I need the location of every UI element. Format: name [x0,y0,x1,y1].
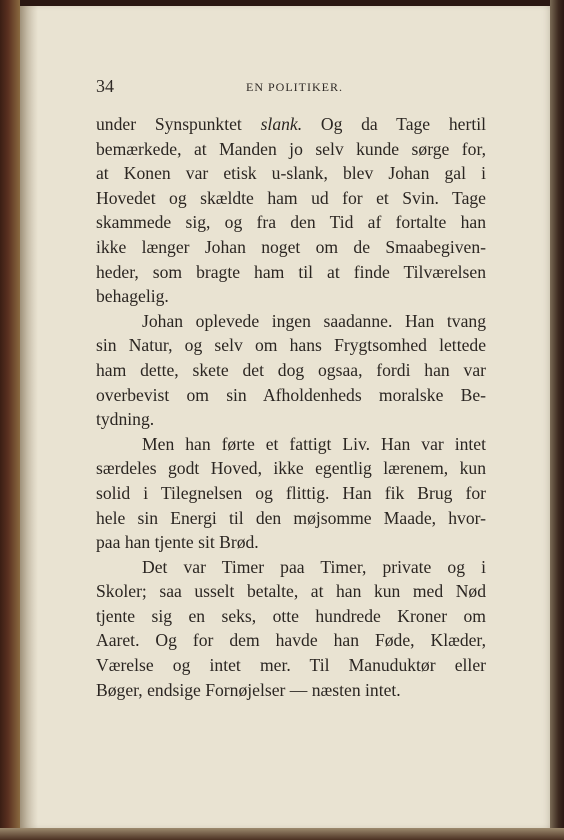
text-line: Værelse og intet mer. Til Manuduktør eller [96,655,486,676]
text-line: Skoler; saa usselt betalte, at han kun med Nød [96,581,486,602]
page-header [96,76,486,100]
book-binding-right [550,0,564,840]
text-segment: Og da Tage hertil [302,114,486,134]
emphasis-word: slank. [260,114,303,134]
running-title: EN POLITIKER. [246,80,343,94]
text-line: solid i Tilegnelsen og flittig. Han fik Brug for [96,482,486,503]
text-line: ham dette, skete det dog ogsaa, fordi han var [96,359,486,380]
body-text [96,112,486,702]
text-segment: under Synspunktet [96,114,261,134]
text-line: sin Natur, og selv om hans Frygtsomhed lettede [96,335,486,356]
text-line: behagelig. [96,286,169,307]
text-line: at Konen var etisk u-slank, blev Johan gal i [96,163,486,184]
text-line: skammede sig, og fra den Tid af fortalte han [96,212,486,233]
text-line: Hovedet og skældte ham ud for et Svin. Tage [96,187,486,208]
text-line: tydning. [96,409,155,430]
text-line: Johan oplevede ingen saadanne. Han tvang [142,310,486,331]
spine-shadow [20,6,38,828]
text-line: ikke længer Johan noget om de Smaabegiven- [96,236,486,257]
page-number: 34 [96,76,114,96]
book-binding-bottom [0,828,564,840]
text-line: Aaret. Og for dem havde han Føde, Klæder, [96,630,486,651]
text-line: Men han førte et fattigt Liv. Han var intet [142,433,486,454]
text-line [96,112,486,137]
text-line: heder, som bragte ham til at finde Tilværelsen [96,261,486,282]
book-binding-left [0,0,20,840]
text-line: Bøger, endsige Fornøjelser — næsten intet. [96,679,401,700]
text-line: overbevist om sin Afholdenheds moralske Be- [96,384,486,405]
text-line: tjente sig en seks, otte hundrede Kroner om [96,605,486,626]
text-line: Det var Timer paa Timer, private og i [142,556,486,577]
text-line: paa han tjente sit Brød. [96,532,259,553]
text-line: bemærkede, at Manden jo selv kunde sørge for, [96,138,486,159]
text-line: særdeles godt Hoved, ikke egentlig lærenem, kun [96,458,486,479]
text-line: hele sin Energi til den møjsomme Maade, hvor- [96,507,486,528]
